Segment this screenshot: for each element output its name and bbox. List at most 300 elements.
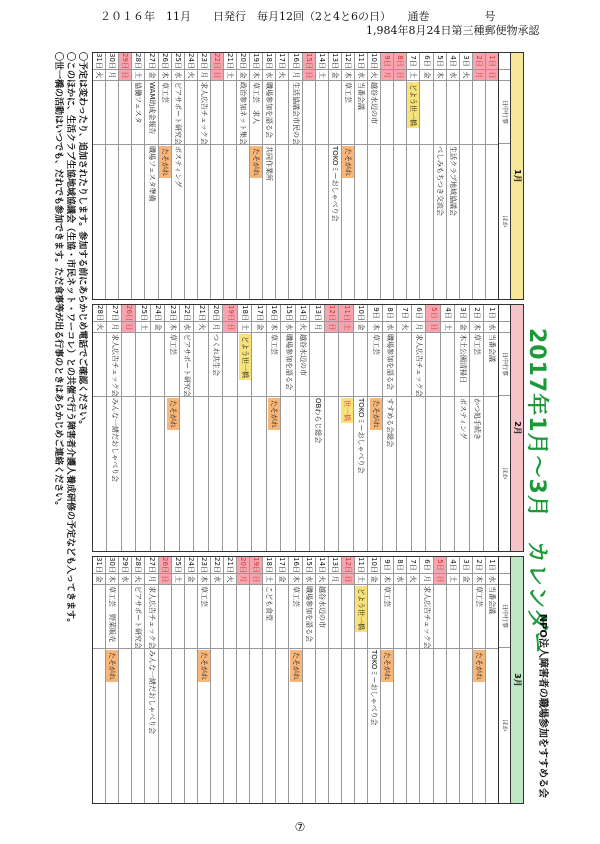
calendar-row — [179, 305, 194, 551]
daytime-event — [381, 81, 393, 145]
daytime-event-text: 職場参加を語る会 — [386, 334, 395, 390]
date-cell — [282, 305, 296, 322]
other-col-label: ほか — [501, 467, 508, 480]
weekday-cell — [250, 70, 262, 81]
daytime-event — [263, 585, 275, 649]
other-event-text: べしみもちつき交流会 — [435, 146, 444, 216]
other-event — [166, 397, 180, 551]
other-event — [355, 145, 367, 299]
other-event — [460, 145, 472, 299]
weekday-cell-text: 月 — [147, 575, 156, 583]
weekday-cell — [267, 322, 281, 333]
other-event-text: たそがれ — [383, 652, 392, 680]
calendar-row — [485, 53, 498, 299]
date-cell — [369, 305, 383, 322]
date-cell-text: 29日 — [121, 557, 130, 573]
weekday-cell — [224, 322, 238, 333]
daytime-event — [303, 81, 315, 145]
date-cell — [420, 53, 432, 70]
weekday-cell-text: 木 — [383, 575, 392, 583]
weekday-cell-text: 木 — [199, 575, 208, 583]
other-event — [303, 649, 315, 803]
date-cell-text: 20日 — [239, 53, 248, 69]
weekday-cell-text: 日 — [252, 575, 261, 583]
other-event — [447, 649, 459, 803]
other-event — [441, 397, 455, 551]
weekday-cell — [282, 322, 296, 333]
daytime-event-text: 草工芸 — [199, 586, 208, 607]
weekday-cell — [122, 322, 136, 333]
weekday-cell — [434, 70, 446, 81]
daytime-col-label: 日中行事 — [499, 333, 510, 396]
daytime-event-text: 草工芸 — [343, 82, 352, 103]
weekday-cell-text: 水 — [448, 71, 457, 79]
weekday-cell-text: 土 — [444, 323, 453, 331]
calendar-row — [289, 557, 302, 803]
other-event — [93, 397, 107, 551]
weekday-cell-text: 火 — [317, 575, 326, 583]
date-cell — [316, 53, 328, 70]
weekday-cell-text: 日 — [343, 575, 352, 583]
date-cell-text: 7日 — [409, 559, 418, 571]
weekday-cell-text: 日 — [213, 71, 222, 79]
date-cell-text: 14日 — [317, 557, 326, 573]
calendar-row — [275, 53, 288, 299]
daytime-event — [329, 585, 341, 649]
daytime-event — [93, 585, 105, 649]
date-cell-text: 31日 — [95, 557, 104, 573]
daytime-event-text: 草工芸 — [383, 586, 392, 607]
date-cell-text: 1日 — [488, 55, 496, 67]
date-cell-text: 21日 — [198, 305, 206, 321]
calendar-row — [208, 305, 223, 551]
other-event — [119, 649, 131, 803]
weekday-cell — [447, 70, 459, 81]
date-cell — [412, 305, 426, 322]
other-event — [224, 397, 238, 551]
daytime-event — [311, 333, 325, 397]
daytime-event — [145, 585, 157, 649]
other-event — [383, 397, 397, 551]
weekday-cell — [460, 70, 472, 81]
date-cell-text: 15日 — [285, 305, 293, 321]
calendar-row — [171, 53, 184, 299]
daytime-event — [106, 585, 118, 649]
calendar-row — [472, 53, 485, 299]
calendar-row — [210, 53, 223, 299]
weekday-cell — [195, 322, 209, 333]
other-event-text: たそがれ — [474, 652, 483, 680]
weekday-cell-text: 火 — [409, 575, 418, 583]
weekday-cell — [303, 574, 315, 585]
date-cell — [325, 305, 339, 322]
daytime-event — [198, 81, 210, 145]
other-event — [172, 649, 184, 803]
other-event-text: ポスティング — [459, 398, 467, 440]
date-cell — [250, 557, 262, 574]
daytime-event — [238, 333, 252, 397]
other-event — [263, 145, 275, 299]
date-cell-text: 3日 — [459, 307, 467, 319]
date-cell — [166, 305, 180, 322]
daytime-event — [137, 333, 151, 397]
daytime-event — [486, 585, 498, 649]
date-cell-text: 31日 — [95, 53, 104, 69]
other-event — [282, 397, 296, 551]
weekday-cell-text: 木 — [252, 71, 261, 79]
weekday-cell — [394, 574, 406, 585]
other-event — [151, 397, 165, 551]
weekday-cell — [172, 70, 184, 81]
calendar-row — [469, 305, 484, 551]
other-event — [485, 397, 499, 551]
calendar-row — [197, 53, 210, 299]
daytime-event — [316, 81, 328, 145]
daytime-event-text: ピアサポート研究会 — [173, 82, 182, 145]
date-cell — [263, 557, 275, 574]
weekday-cell — [106, 70, 118, 81]
daytime-col-label: 日中行事 — [499, 585, 510, 648]
weekday-cell — [434, 574, 446, 585]
weekday-cell — [132, 574, 144, 585]
weekday-cell-text: 木 — [372, 323, 380, 331]
daytime-event — [209, 333, 223, 397]
calendar-row — [393, 557, 406, 803]
calendar-row — [281, 305, 296, 551]
calendar-row — [249, 53, 262, 299]
weekday-cell — [276, 574, 288, 585]
calendar-row — [249, 557, 262, 803]
date-cell — [145, 557, 157, 574]
date-cell-text: 9日 — [372, 307, 380, 319]
other-event — [267, 397, 281, 551]
daytime-event-text: 草工芸 — [270, 334, 279, 355]
date-cell — [296, 305, 310, 322]
daytime-event — [195, 333, 209, 397]
calendar-row — [262, 557, 275, 803]
weekday-cell-text: 水 — [285, 323, 293, 331]
weekday-cell — [166, 322, 180, 333]
date-cell — [303, 557, 315, 574]
date-cell-text: 17日 — [278, 53, 287, 69]
date-cell-text: 10日 — [357, 305, 366, 321]
date-cell-text: 25日 — [173, 557, 182, 573]
calendar-row — [354, 53, 367, 299]
date-cell-text: 6日 — [422, 559, 431, 571]
date-cell — [276, 53, 288, 70]
other-event — [329, 649, 341, 803]
daytime-event — [316, 585, 328, 649]
other-event-text: たそがれ — [270, 400, 279, 428]
daytime-event — [290, 81, 302, 145]
weekday-cell-text: 月 — [330, 575, 339, 583]
other-event-text: TOKOミーおしゃべり会 — [330, 146, 339, 222]
weekday-cell-text: 土 — [226, 71, 235, 79]
date-cell — [106, 557, 118, 574]
date-cell-text: 30日 — [108, 557, 117, 573]
daytime-event — [185, 585, 197, 649]
date-cell — [122, 305, 136, 322]
calendar-row — [131, 557, 144, 803]
date-cell — [198, 557, 210, 574]
calendar-row — [446, 557, 459, 803]
date-cell — [316, 557, 328, 574]
calendar-row — [406, 53, 419, 299]
daytime-col-label: 日中行事 — [499, 81, 510, 144]
daytime-event-text: 求人広告チェック会 — [111, 334, 119, 397]
daytime-event — [166, 333, 180, 397]
date-cell-text: 25日 — [140, 305, 148, 321]
calendar-row — [433, 557, 446, 803]
weekday-cell-text: 金 — [422, 71, 431, 79]
other-event — [224, 145, 236, 299]
column-header — [498, 305, 510, 551]
date-cell-text: 7日 — [409, 55, 418, 67]
date-cell — [447, 53, 459, 70]
issue-line: ２０１６年 11月 日発行 毎月12回（2と4と6の日） 通巻 号 — [100, 10, 496, 23]
other-event — [137, 397, 151, 551]
calendar-row — [223, 557, 236, 803]
other-event — [303, 145, 315, 299]
weekday-cell-text: 水 — [213, 575, 222, 583]
weekday-cell-text: 月 — [474, 71, 483, 79]
other-event — [420, 145, 432, 299]
weekday-cell-text: 月 — [415, 323, 424, 331]
organization-name: NPO法人障害者の職場参加をすすめる会 — [537, 613, 548, 798]
date-cell — [180, 305, 194, 322]
daytime-event-text: 協働フェスタ — [134, 82, 143, 124]
weekday-cell — [420, 574, 432, 585]
date-cell-text: 4日 — [448, 559, 457, 571]
date-cell — [460, 53, 472, 70]
date-cell-text: 28日 — [134, 53, 143, 69]
calendar-row — [131, 53, 144, 299]
weekday-cell-text: 水 — [304, 575, 313, 583]
month-table — [92, 556, 524, 804]
daytime-event-text: 草工芸 野菜販売 — [108, 586, 117, 642]
daytime-event — [185, 81, 197, 145]
daytime-event-text: どよう世一橋 — [357, 588, 366, 630]
daytime-event — [172, 585, 184, 649]
daytime-event — [180, 333, 194, 397]
daytime-event — [394, 81, 406, 145]
other-event — [276, 649, 288, 803]
other-event — [198, 145, 210, 299]
calendar-row — [459, 557, 472, 803]
daytime-event-text: WAM助成金報告 — [147, 82, 156, 135]
weekday-cell — [296, 322, 310, 333]
daytime-event-text: 生活協議会市民の会 — [291, 82, 300, 145]
date-cell-text: 5日 — [435, 559, 444, 571]
other-event — [106, 145, 118, 299]
date-cell — [119, 53, 131, 70]
calendar-row — [315, 557, 328, 803]
daytime-event — [369, 333, 383, 397]
date-cell-text: 8日 — [396, 559, 405, 571]
weekday-cell-text: 金 — [147, 71, 156, 79]
date-cell — [311, 305, 325, 322]
date-cell-text: 14日 — [299, 305, 308, 321]
weekday-cell-text: 土 — [173, 575, 182, 583]
weekday-cell-text: 火 — [198, 323, 206, 331]
date-cell — [486, 557, 498, 574]
column-header — [498, 557, 510, 803]
calendar-row — [93, 557, 105, 803]
daytime-event — [329, 81, 341, 145]
weekday-cell-text: 木 — [474, 575, 483, 583]
other-event — [253, 397, 267, 551]
daytime-event — [447, 81, 459, 145]
calendar-row — [197, 557, 210, 803]
weekday-cell — [441, 322, 455, 333]
daytime-event — [407, 585, 419, 649]
weekday-cell-text: 月 — [108, 71, 117, 79]
date-cell — [329, 53, 341, 70]
weekday-cell-text: 土 — [409, 71, 418, 79]
weekday-cell-text: 土 — [317, 71, 326, 79]
other-event — [407, 649, 419, 803]
weekday-cell — [159, 574, 171, 585]
weekday-cell-text: 土 — [265, 575, 274, 583]
weekday-cell-text: 月 — [383, 71, 392, 79]
daytime-event — [485, 333, 499, 397]
date-cell-text: 23日 — [169, 305, 177, 321]
weekday-cell-text: 木 — [108, 575, 117, 583]
daytime-event-text: 越谷水辺の市 — [370, 82, 379, 124]
calendar-row — [107, 305, 122, 551]
date-cell-text: 7日 — [401, 307, 409, 319]
date-cell-text: 27日 — [147, 53, 156, 69]
calendar-row — [237, 305, 252, 551]
weekday-cell — [316, 70, 328, 81]
date-cell — [267, 305, 281, 322]
calendar-row — [223, 305, 238, 551]
calendar-row — [382, 305, 397, 551]
other-event-text: 世一橋 — [343, 400, 351, 421]
daytime-event-text: 草工芸 — [372, 334, 380, 355]
date-cell — [172, 557, 184, 574]
weekday-cell — [224, 70, 236, 81]
other-event — [342, 145, 354, 299]
date-cell-text: 4日 — [448, 55, 457, 67]
other-event — [456, 397, 470, 551]
calendar-row — [426, 305, 441, 551]
other-event — [119, 145, 131, 299]
newsletter-header — [0, 0, 600, 44]
date-cell-text: 6日 — [422, 55, 431, 67]
other-event — [108, 397, 122, 551]
other-event — [368, 649, 380, 803]
weekday-cell — [456, 322, 470, 333]
daytime-event — [342, 585, 354, 649]
date-cell-text: 9日 — [383, 559, 392, 571]
date-cell-text: 24日 — [186, 53, 195, 69]
calendar-row — [315, 53, 328, 299]
weekday-cell-text: 月 — [212, 323, 221, 331]
weekday-cell — [485, 322, 499, 333]
date-cell — [473, 557, 485, 574]
date-cell — [290, 53, 302, 70]
daytime-event-text: 職場参加を語る会 — [265, 82, 274, 138]
daytime-event — [282, 333, 296, 397]
daytime-event-text: こども食堂 — [265, 586, 274, 621]
other-event-text: 共同作業所 — [265, 146, 274, 181]
weekday-cell — [145, 574, 157, 585]
date-cell-text: 13日 — [330, 53, 339, 69]
calendar-row — [165, 305, 180, 551]
daytime-event-text: 越谷水辺の市 — [299, 334, 308, 376]
daytime-event — [420, 585, 432, 649]
weekday-cell — [211, 574, 223, 585]
weekday-cell-text: 水 — [396, 575, 405, 583]
calendar-row — [310, 305, 325, 551]
other-event-text: たそがれ — [160, 148, 169, 176]
daytime-event — [473, 81, 485, 145]
weekday-cell-text: 月 — [422, 575, 431, 583]
other-event — [381, 649, 393, 803]
weekday-cell — [93, 70, 105, 81]
calendar-row — [446, 53, 459, 299]
weekday-cell — [185, 574, 197, 585]
weekday-cell-text: 火 — [461, 71, 470, 79]
date-cell-text: 26日 — [125, 305, 134, 321]
daytime-event — [441, 333, 455, 397]
weekday-cell-text: 土 — [448, 575, 457, 583]
note-line: 〇このほかに、生活クラブ生協地域協議会（生協・市民ネット・ワーコレ）との共催で行う障害者介護人養成研修の予定なども入ってきます。 — [65, 52, 75, 628]
weekday-cell — [237, 574, 249, 585]
daytime-event — [237, 81, 249, 145]
date-cell-text: 17日 — [278, 557, 287, 573]
daytime-event-text: 職場参加を語る会 — [285, 334, 293, 390]
weekday-cell-text: 木 — [343, 71, 352, 79]
other-event-text: みんな一緒だおしゃべり会 — [147, 650, 156, 734]
date-cell-text: 10日 — [370, 53, 379, 69]
month-table — [92, 52, 524, 300]
calendar-row — [328, 557, 341, 803]
date-cell-text: 26日 — [160, 557, 169, 573]
date-cell-text: 19日 — [252, 557, 261, 573]
weekday-cell-text: 金 — [461, 575, 470, 583]
other-event — [355, 649, 367, 803]
other-event — [132, 649, 144, 803]
weekday-cell — [473, 574, 485, 585]
calendar-row — [393, 53, 406, 299]
weekday-cell-text: 月 — [291, 71, 300, 79]
date-cell — [106, 53, 118, 70]
other-event — [394, 649, 406, 803]
other-event — [407, 145, 419, 299]
weekday-cell — [329, 574, 341, 585]
weekday-cell — [290, 574, 302, 585]
weekday-cell-text: 金 — [278, 575, 287, 583]
date-cell-text: 5日 — [435, 55, 444, 67]
daytime-event — [276, 585, 288, 649]
date-cell-text: 23日 — [199, 557, 208, 573]
daytime-event — [340, 333, 354, 397]
calendar-row — [105, 53, 118, 299]
weekday-cell — [151, 322, 165, 333]
weekday-cell — [383, 322, 397, 333]
daytime-event — [159, 81, 171, 145]
daytime-event — [427, 333, 441, 397]
daytime-event — [486, 81, 498, 145]
calendar-row — [184, 53, 197, 299]
date-cell — [473, 53, 485, 70]
other-event-text: みんな一緒だおしゃべり会 — [111, 398, 119, 482]
weekday-cell-text: 火 — [226, 575, 235, 583]
date-cell-text: 20日 — [239, 557, 248, 573]
calendar-title: 2017年1月～3月 カレンダー — [524, 328, 549, 655]
